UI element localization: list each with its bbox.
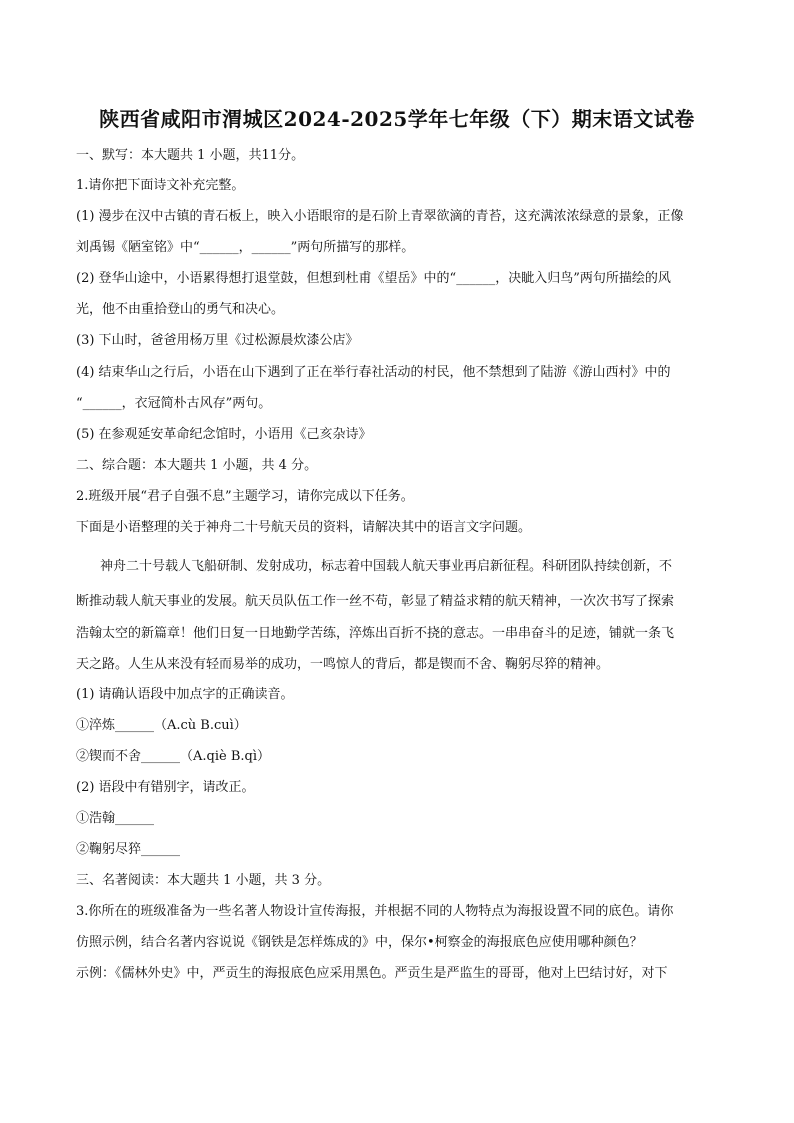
question-1-part-3: (3) 下山时，爸爸用杨万里《过松源晨炊漆公店》 — [76, 333, 359, 348]
question-1-part-5: (5) 在参观延安革命纪念馆时，小语用《己亥杂诗》 — [76, 427, 372, 442]
section-heading-1: 一、默写：本大题共 1 小题，共11分。 — [76, 148, 305, 163]
question-1-part-2-line-1: (2) 登华山途中，小语累得想打退堂鼓，但想到杜甫《望岳》中的“______，决眦入归鸟”两句所描绘的风 — [76, 271, 671, 286]
passage-line-2: 断推动载人航天事业的发展。航天员队伍工作一丝不苟，彰显了精益求精的航天精神，一次次书写了探索 — [76, 594, 675, 609]
question-2-intro: 下面是小语整理的关于神舟二十号航天员的资料，请解决其中的语言文字问题。 — [76, 520, 532, 535]
question-2-part-2-item-1: ①浩翰______ — [76, 811, 155, 826]
question-2-part-2-item-2: ②鞠躬尽猝______ — [76, 842, 181, 857]
section-heading-2: 二、综合题：本大题共 1 小题，共 4 分。 — [76, 458, 318, 473]
question-3-line-1: 3.你所在的班级准备为一些名著人物设计宣传海报，并根据不同的人物特点为海报设置不同的底色。请你 — [76, 904, 674, 919]
question-1-part-4-line-1: (4) 结束华山之行后，小语在山下遇到了正在举行春社活动的村民，他不禁想到了陆游《游山西村》中的 — [76, 365, 671, 380]
passage-line-3: 浩翰太空的新篇章！他们日复一日地勤学苦练，淬炼出百折不挠的意志。一串串奋斗的足迹，铺就一条飞 — [76, 626, 675, 641]
passage-line-1: 神舟二十号载人飞船研制、发射成功，标志着中国载人航天事业再启新征程。科研团队持续创新，不 — [100, 559, 673, 574]
question-1-part-4-line-2: “______，衣冠简朴古风存”两句。 — [76, 396, 272, 411]
question-1-part-2-line-2: 光，他不由重拾登山的勇气和决心。 — [76, 302, 285, 317]
question-2-part-1: (1) 请确认语段中加点字的正确读音。 — [76, 687, 294, 702]
question-2-part-2: (2) 语段中有错别字，请改正。 — [76, 780, 255, 795]
page-title: 陕西省咸阳市渭城区2024-2025学年七年级（下）期末语文试卷 — [99, 107, 695, 131]
question-2-part-1-item-1: ①淬炼______（A.cù B.cuì） — [76, 718, 247, 733]
question-1-part-1-line-1: (1) 漫步在汉中古镇的青石板上，映入小语眼帘的是石阶上青翠欲滴的青苔，这充满浓浓绿意的景象，正像 — [76, 209, 684, 224]
question-2-part-1-item-2: ②锲而不舍______（A.qiè B.qì） — [76, 749, 270, 764]
section-heading-3: 三、名著阅读：本大题共 1 小题，共 3 分。 — [76, 873, 331, 888]
question-2: 2.班级开展“君子自强不息”主题学习，请你完成以下任务。 — [76, 489, 414, 504]
question-1: 1.请你把下面诗文补充完整。 — [76, 178, 245, 193]
question-3-line-2: 仿照示例，结合名著内容说说《钢铁是怎样炼成的》中，保尔•柯察金的海报底色应使用哪种颜色？ — [76, 935, 643, 950]
question-1-part-1-line-2: 刘禹锡《陋室铭》中“______，______”两句所描写的那样。 — [76, 240, 415, 255]
passage-line-4: 天之路。人生从来没有轻而易举的成功，一鸣惊人的背后，都是锲而不舍、鞠躬尽猝的精神。 — [76, 657, 610, 672]
question-3-example: 示例：《儒林外史》中，严贡生的海报底色应采用黑色。严贡生是严监生的哥哥，他对上巴结讨好，对下 — [76, 966, 668, 981]
